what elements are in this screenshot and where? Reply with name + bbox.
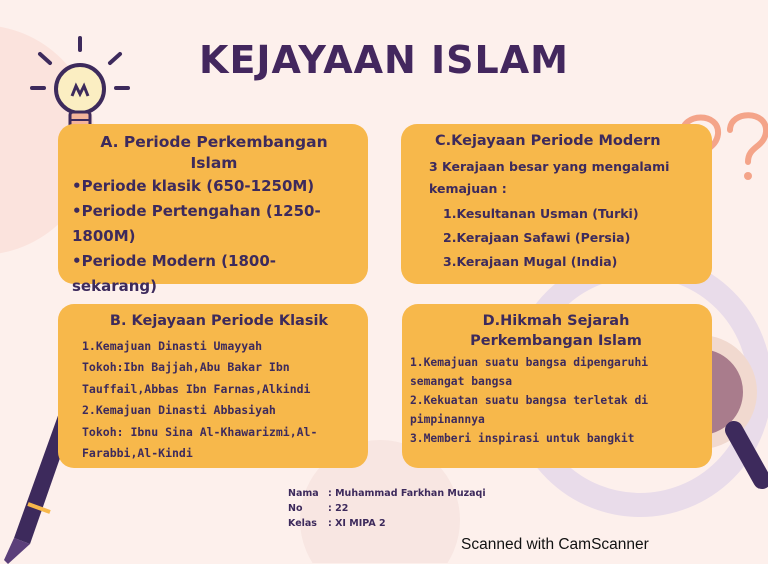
list-item: •Periode klasik (650-1250M) [72, 176, 315, 195]
list-item: 2.Kemajuan Dinasti Abbasiyah [82, 403, 276, 418]
list-item: 3.Kerajaan Mugal (India) [443, 253, 618, 269]
card-d-heading: D.Hikmah Sejarah Perkembangan Islam [470, 313, 642, 349]
card-kejayaan-klasik [58, 304, 368, 468]
list-item: 1.Kemajuan suatu bangsa dipengaruhi semangat bangsa [410, 356, 649, 389]
list-item: •Periode Modern (1800-sekarang) [72, 251, 277, 295]
card-c-heading: C.Kejayaan Periode Modern [435, 133, 661, 149]
card-kejayaan-modern [401, 124, 712, 284]
list-item: •Periode Pertengahan (1250-1800M) [72, 201, 321, 245]
card-b-heading: B. Kejayaan Periode Klasik [109, 313, 329, 329]
list-item: 3.Memberi inspirasi untuk bangkit [410, 432, 635, 446]
card-b-list [82, 336, 356, 465]
nama-label: Nama [288, 488, 319, 499]
kelas-label: Kelas [288, 518, 317, 529]
student-identity [288, 486, 486, 531]
list-item: Tokoh:Ibn Bajjah,Abu Bakar Ibn Tauffail,Abbas Ibn Farnas,Alkindi [82, 360, 311, 396]
kelas-value: : XI MIPA 2 [328, 518, 386, 529]
page-title: KEJAYAAN ISLAM [199, 38, 569, 82]
list-item: 1.Kemajuan Dinasti Umayyah [82, 338, 263, 353]
card-c-intro: 3 Kerajaan besar yang mengalami kemajuan : [429, 158, 670, 196]
card-periode-perkembangan [58, 124, 368, 295]
nama-value: : Muhammad Farkhan Muzaqi [328, 488, 486, 499]
card-a-heading: A. Periode Perkembangan Islam [100, 133, 328, 172]
list-item: 2.Kekuatan suatu bangsa terletak di pimpinannya [410, 394, 649, 427]
no-value: : 22 [328, 503, 349, 514]
list-item: Tokoh: Ibnu Sina Al-Khawarizmi,Al-Farabbi,Al-Kindi [82, 424, 318, 461]
card-c-list [429, 202, 700, 274]
card-hikmah-sejarah [402, 304, 712, 468]
card-d-list [410, 353, 702, 448]
scanner-watermark: Scanned with CamScanner [461, 536, 649, 553]
card-a-list [72, 174, 356, 299]
no-label: No [288, 503, 303, 514]
list-item: 1.Kesultanan Usman (Turki) [443, 205, 639, 221]
list-item: 2.Kerajaan Safawi (Persia) [443, 229, 631, 245]
